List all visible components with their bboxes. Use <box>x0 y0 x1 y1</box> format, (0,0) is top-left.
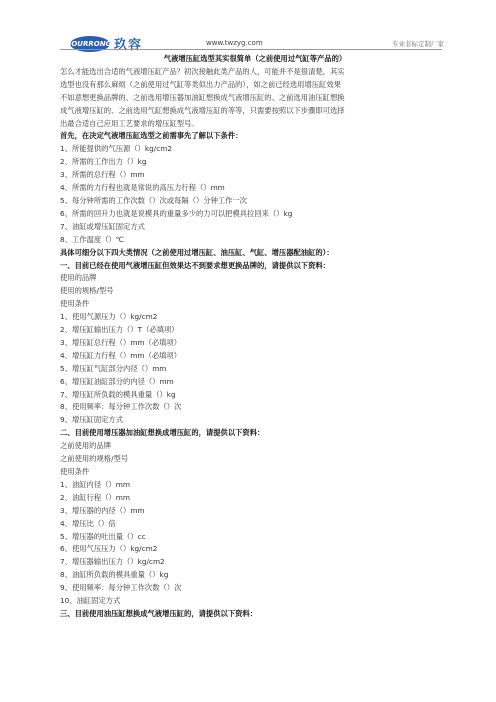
text-line: 8、使用频率：每分钟工作次数（）次 <box>60 402 182 412</box>
text-line: 之前使用的规格/型号 <box>60 454 129 464</box>
page-header <box>0 0 496 58</box>
logo-mark-icon: JOURRONG <box>70 36 110 52</box>
text-line: 7、增压缸所负载的模具重量（）kg <box>60 389 176 399</box>
text-line: 使用的规格/型号 <box>60 286 114 296</box>
text-line: 2、所需的工作出力（）kg <box>60 157 147 167</box>
document-body <box>60 53 450 621</box>
text-line: 1、所能提供的气压源（）kg/cm2 <box>60 144 172 154</box>
brand-logo <box>70 34 142 53</box>
text-line: 4、增压比（）倍 <box>60 518 116 528</box>
text-line: 7、油缸或增压缸固定方式 <box>60 221 145 231</box>
text-line: 9、增压缸固定方式 <box>60 415 124 425</box>
text-line: 3、所需的总行程（）mm <box>60 170 145 180</box>
brand-name: 玖容 <box>114 38 143 53</box>
text-line: 4、所需的力行程也就是常说的高压力行程（）mm <box>60 183 225 193</box>
text-line: 6、增压缸油缸部分的内径（）mm <box>60 376 174 386</box>
text-line: 1、油缸内径（）mm <box>60 479 130 489</box>
section-heading: 首先，在决定气液增压缸选型之前需事先了解以下条件： <box>60 131 243 141</box>
text-line: 5、每分钟所需的工作次数（）次或每隔（）分钟工作一次 <box>60 195 248 205</box>
text-line: 4、增压缸力行程（）mm（必填项） <box>60 350 182 360</box>
section-heading: 具体可细分以下四大类情况（之前使用过增压缸、油压缸、气缸、增压器配油缸的）： <box>60 247 334 257</box>
text-line: 6、使用气压压力（）kg/cm2 <box>60 544 158 554</box>
text-line: 不如意想更换品牌的、之前选用增压器加油缸想换成气液增压缸的、之前选用油压缸想换 <box>60 92 345 102</box>
text-line: 使用条件 <box>60 299 90 309</box>
text-line: 3、增压缸总行程（）mm（必填项） <box>60 337 182 347</box>
text-line: 之前使用的品牌 <box>60 441 112 451</box>
text-line: 9、使用频率：每分钟工作次数（）次 <box>60 583 182 593</box>
header-divider <box>60 49 442 50</box>
site-url: www.twzyg.com <box>206 39 263 47</box>
text-line: 选型也没有那么麻烦（之前使用过气缸等类似出力产品的），如之前已经选用增压缸效果 <box>60 79 341 89</box>
text-line: 3、增压器的内径（）mm <box>60 505 145 515</box>
text-line: 10、油缸固定方式 <box>60 596 121 606</box>
section-heading: 三、目前使用油压缸想换成气液增压缸的，请提供以下资料： <box>60 608 258 618</box>
text-line: 使用的品牌 <box>60 273 97 283</box>
text-line: 出最合适自己应用工艺要求的增压缸型号。 <box>60 118 199 128</box>
section-heading: 二、目前使用增压器加油缸想换成增压缸的，请提供以下资料： <box>60 428 265 438</box>
text-line: 8、工作温度（）℃ <box>60 234 124 244</box>
section-heading: 一、目前已经在使用气液增压缸但效果达不到要求想更换品牌的，请提供以下资料： <box>60 260 330 270</box>
text-line: 成气液增压缸的、之前选用气缸想换成气液增压缸的等等，只需要按照以下步骤即可选择 <box>60 105 345 115</box>
text-line: 7、增压器输出压力（）kg/cm2 <box>60 557 165 567</box>
text-line: 5、增压器的吐出量（）cc <box>60 531 146 541</box>
text-line: 2、油缸行程（）mm <box>60 492 130 502</box>
text-line: 怎么才能选出合适的气液增压缸产品？初次接触此类产品的人，可能并不是很清楚，其实 <box>60 66 345 76</box>
document-title: 气液增压缸选型其实很简单（之前使用过气缸等产品的） <box>163 54 347 63</box>
text-line: 使用条件 <box>60 467 90 476</box>
text-line: 8、油缸所负载的模具重量（）kg <box>60 570 169 580</box>
text-line: 5、增压缸气缸部分内径（）mm <box>60 363 167 373</box>
text-line: 1、使用气源压力（）kg/cm2 <box>60 312 158 322</box>
text-line: 6、所需的回升力也就是说模具的重量多少的力可以把模具拉回来（）kg <box>60 208 293 218</box>
text-line: 2、增压缸输出压力（）T（必填项） <box>60 325 179 335</box>
header-tagline: 专业非标定制厂家 <box>392 40 444 48</box>
